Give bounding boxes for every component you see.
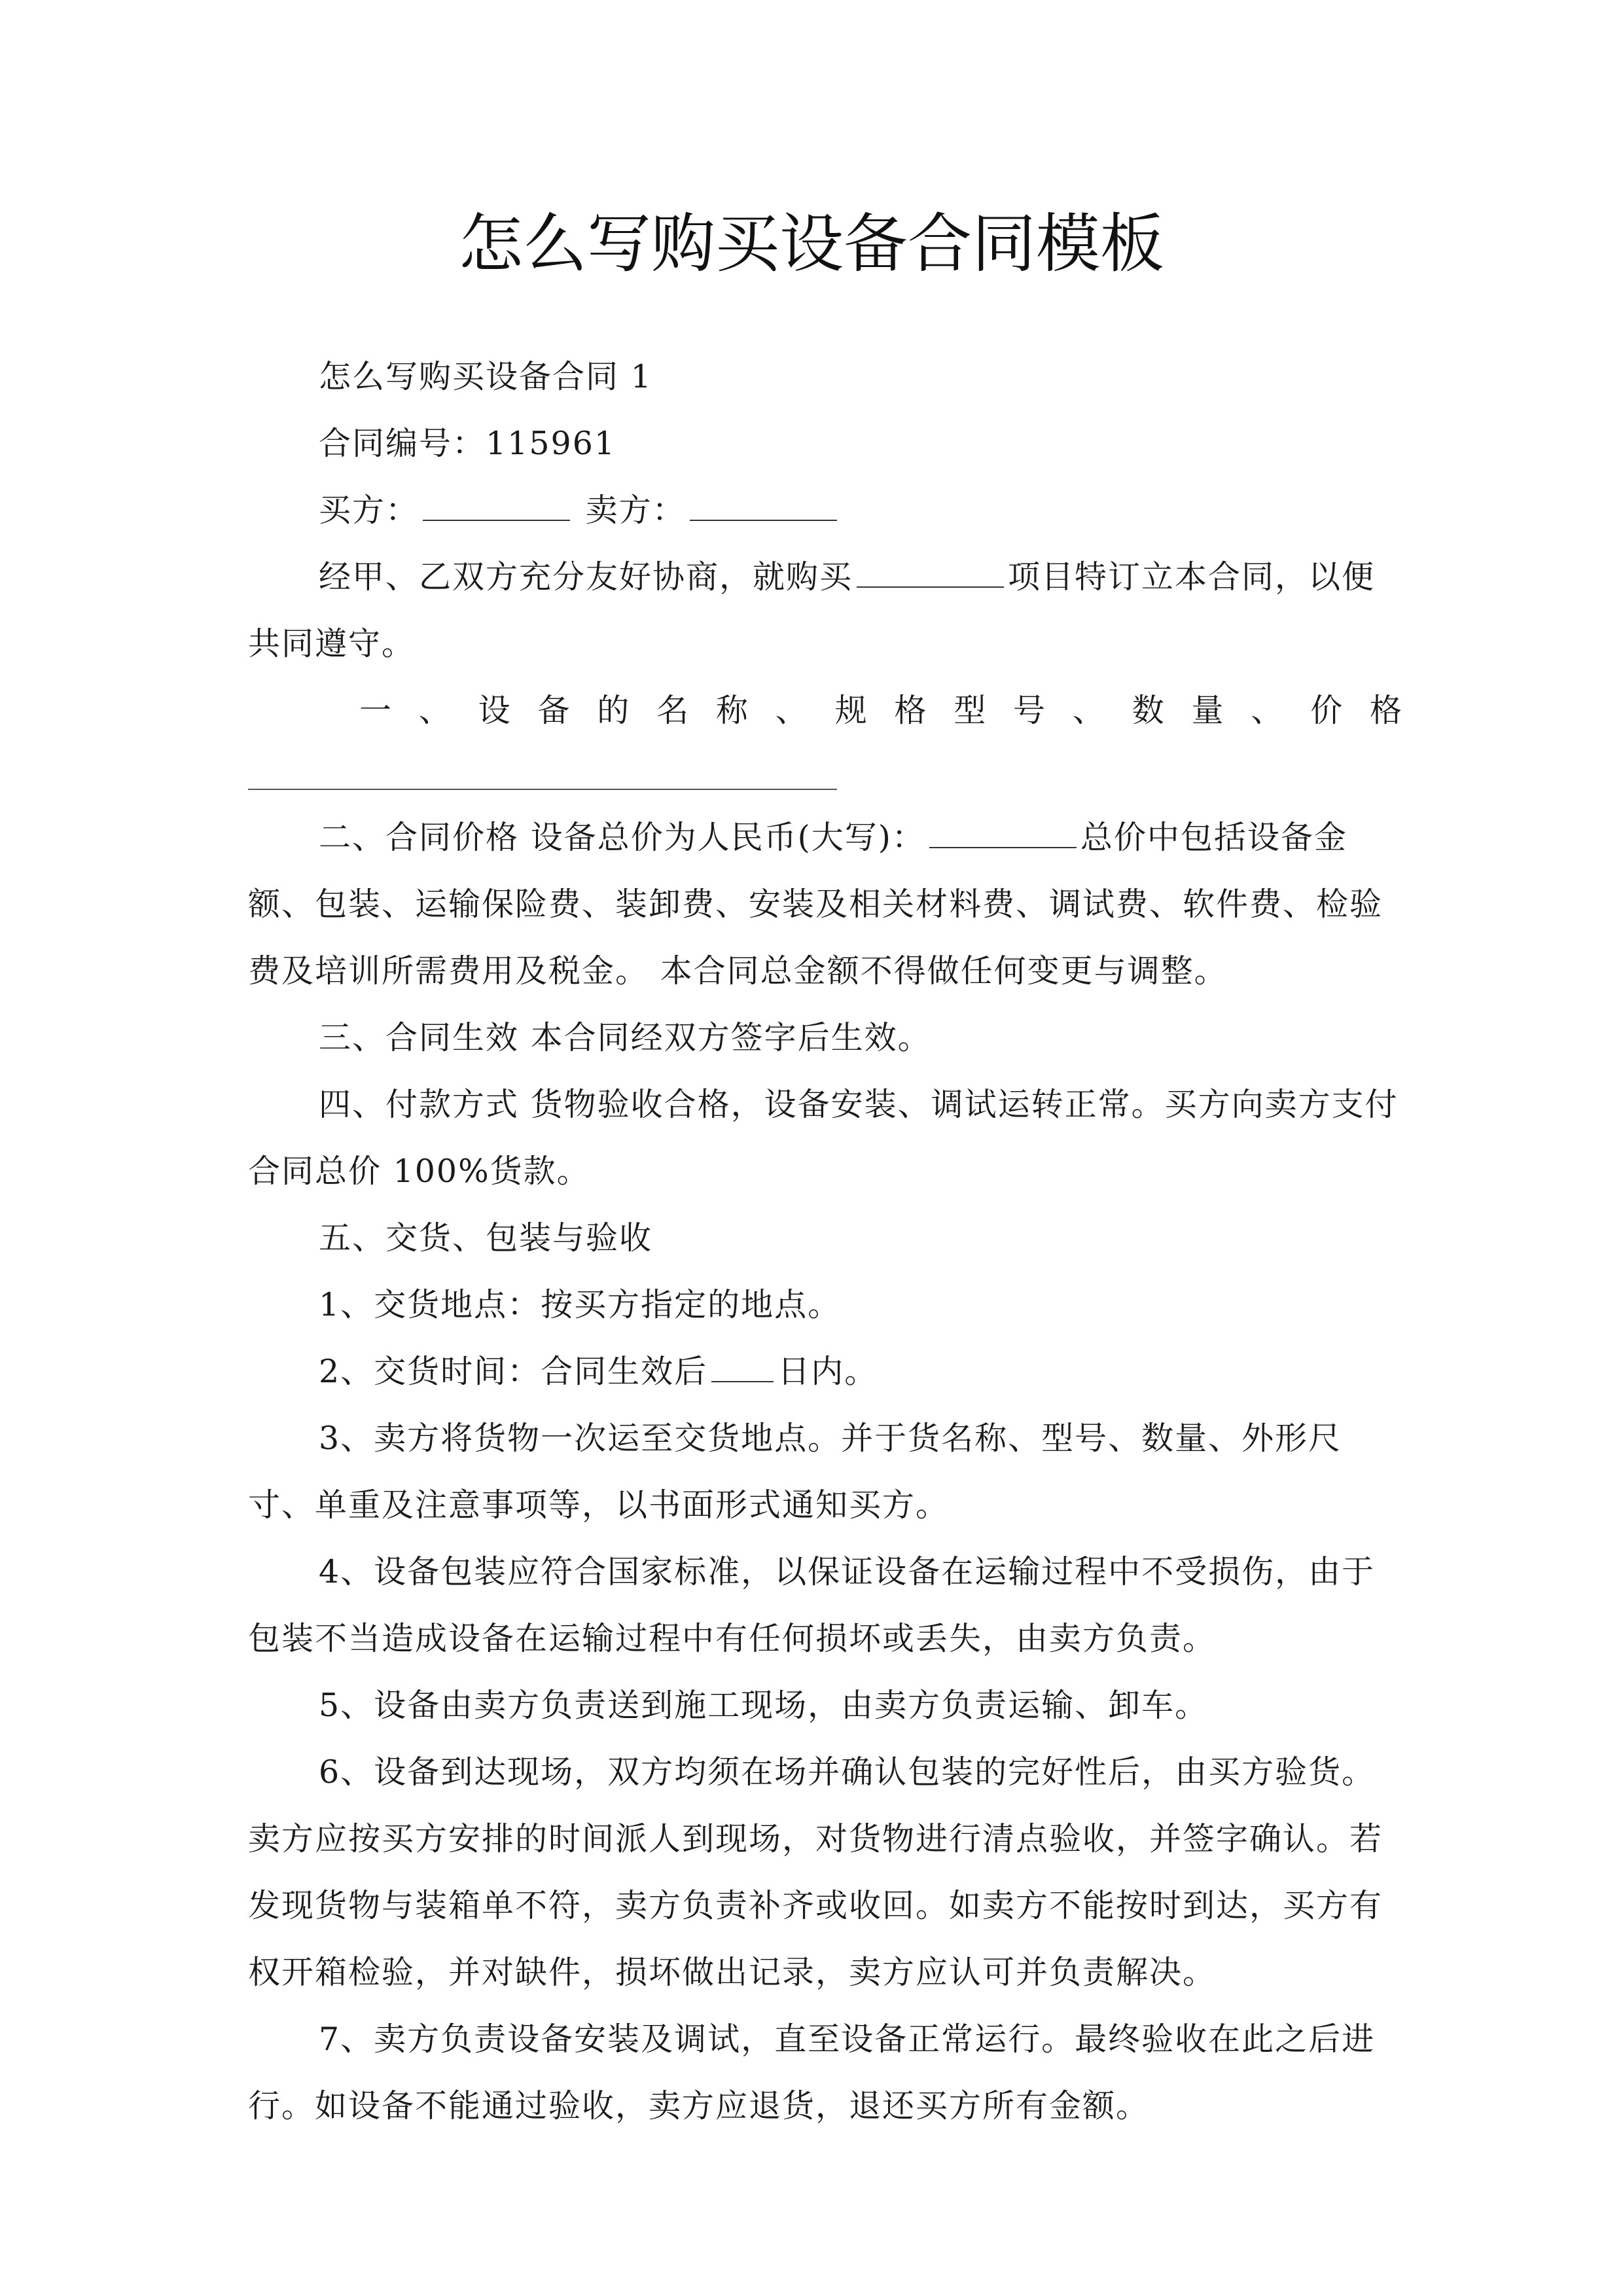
section-1-rule bbox=[248, 744, 837, 790]
contract-subtitle: 怎么写购买设备合同 1 bbox=[319, 358, 652, 395]
contract-number: 合同编号：115961 bbox=[319, 425, 616, 462]
section-2-text-end: 总价中包括设备金额、包装、运输保险费、装卸费、安装及相关材料费、调试费、软件费、检验费及培训所需费用及税金。 本合同总金额不得做任何变更与调整。 bbox=[248, 819, 1383, 990]
document-body bbox=[248, 344, 1403, 2140]
item-1: 1、交货地点：按买方指定的地点。 bbox=[319, 1286, 842, 1323]
section-3: 三、合同生效 本合同经双方签字后生效。 bbox=[319, 1019, 931, 1056]
intro-text-end: 项目特订立本合同，以便共同遵守。 bbox=[248, 558, 1376, 662]
item-5: 5、设备由卖方负责送到施工现场，由卖方负责运输、卸车。 bbox=[319, 1687, 1209, 1724]
section-4: 四、付款方式 货物验收合格，设备安装、调试运转正常。买方向卖方支付合同总价 100%货款。 bbox=[248, 1086, 1399, 1190]
seller-blank[interactable] bbox=[690, 488, 837, 521]
section-2 bbox=[248, 804, 1403, 1005]
item-7: 7、卖方负责设备安装及调试，直至设备正常运行。最终验收在此之后进行。如设备不能通过验收，卖方应退货，退还买方所有金额。 bbox=[248, 2020, 1376, 2125]
project-blank[interactable] bbox=[857, 554, 1004, 588]
section-1-heading: 一、设备的名称、规格型号、数量、价格 bbox=[359, 692, 1403, 729]
item-4: 4、设备包装应符合国家标准，以保证设备在运输过程中不受损伤，由于包装不当造成设备在运输过程中有任何损坏或丢失，由卖方负责。 bbox=[248, 1553, 1376, 1657]
intro-text-start: 经甲、乙双方充分友好协商，就购买 bbox=[319, 558, 853, 596]
item-2 bbox=[248, 1338, 1403, 1405]
section-5-heading: 五、交货、包装与验收 bbox=[319, 1219, 653, 1257]
seller-label: 卖方： bbox=[585, 492, 686, 529]
intro-paragraph bbox=[248, 544, 1403, 677]
item-2-text-start: 2、交货时间：合同生效后 bbox=[319, 1353, 708, 1390]
item-3: 3、卖方将货物一次运至交货地点。并于货名称、型号、数量、外形尺寸、单重及注意事项等，以书面形式通知买方。 bbox=[248, 1420, 1342, 1524]
buyer-blank[interactable] bbox=[423, 488, 570, 521]
delivery-days-blank[interactable] bbox=[711, 1349, 774, 1382]
item-6: 6、设备到达现场，双方均须在场并确认包装的完好性后，由买方验货。卖方应按买方安排的时间派人到现场，对货物进行清点验收，并签字确认。若发现货物与装箱单不符，卖方负责补齐或收回。如卖方不能按时到达，买方有权开箱检验，并对缺件，损坏做出记录，卖方应认可并负责解决。 bbox=[248, 1753, 1383, 1991]
total-price-blank[interactable] bbox=[929, 815, 1077, 848]
item-2-text-end: 日内。 bbox=[777, 1353, 878, 1390]
buyer-label: 买方： bbox=[319, 492, 419, 529]
section-2-text-start: 二、合同价格 设备总价为人民币(大写)： bbox=[319, 819, 925, 856]
document-title: 怎么写购买设备合同模板 bbox=[458, 207, 1164, 281]
parties-line bbox=[248, 477, 1403, 544]
